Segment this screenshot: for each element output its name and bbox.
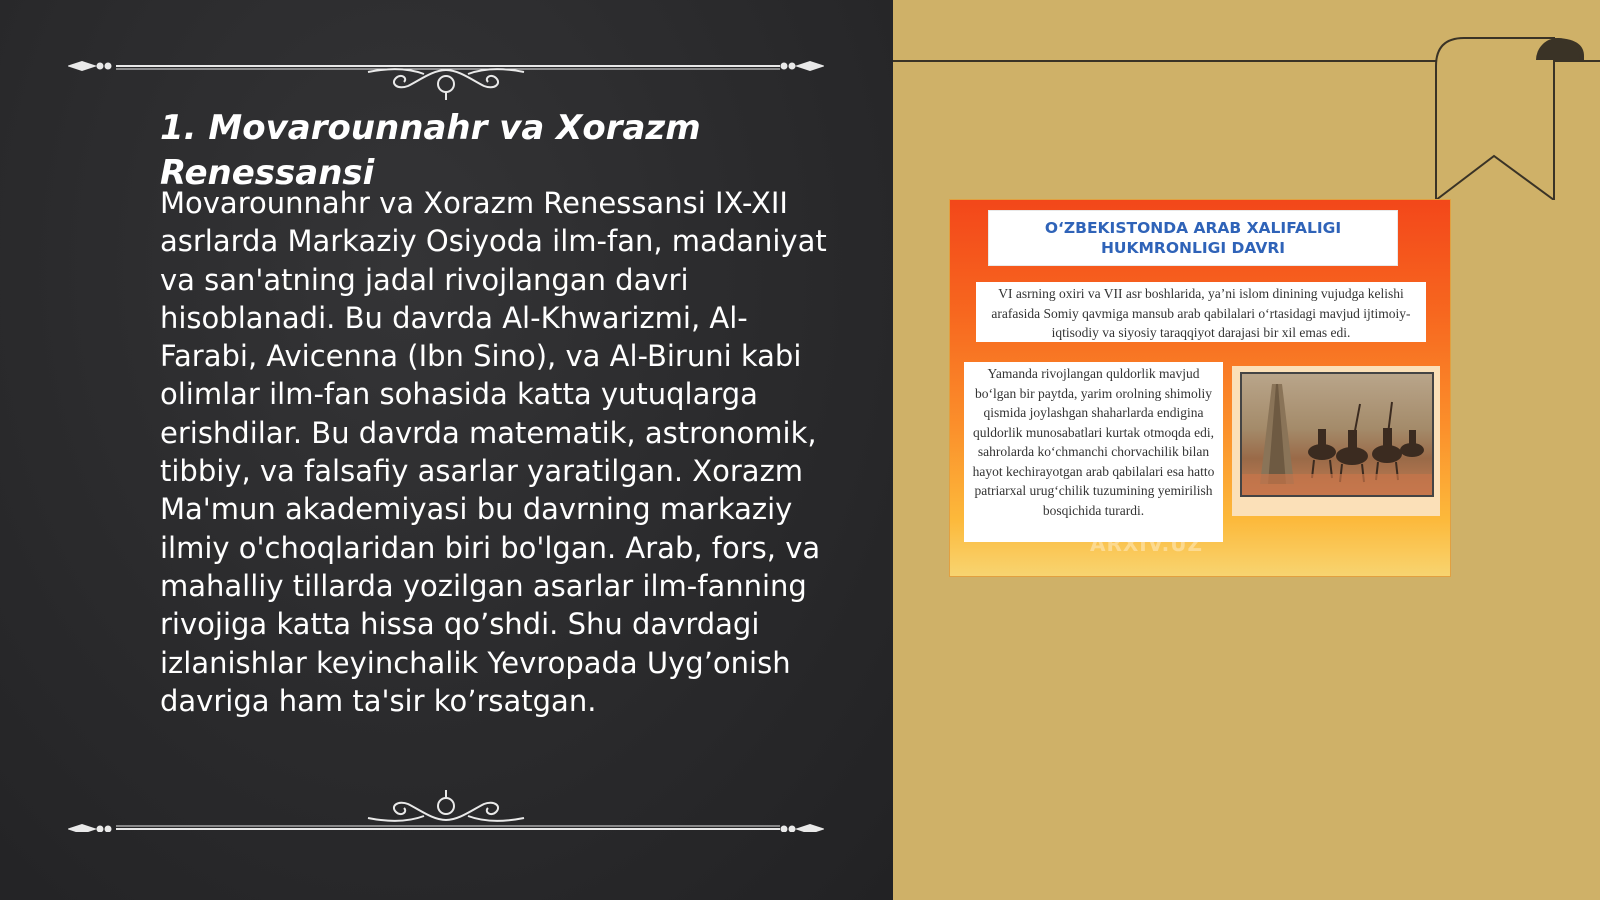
riders-drawing: [1242, 374, 1432, 495]
top-scroll-ornament: [68, 40, 824, 100]
bottom-scroll-ornament: [68, 772, 824, 832]
image-heading: O‘ZBEKISTONDA ARAB XALIFALIGI HUKMRONLIGI DAVRI: [988, 210, 1398, 266]
bookmark-ribbon-decoration: [1434, 36, 1600, 200]
image-intro-text: VI asrning oxiri va VII asr boshlarida, ya’ni islom dinining vujudga kelishi arafasida Somiy qavmiga mansub arab qabilalari o‘rtasidagi mavjud ijtimoiy-iqtisodiy va siyosiy taraqqiyot darajasi bir xil emas edi.: [976, 282, 1426, 342]
image-watermark: ARXIV.UZ: [1090, 532, 1203, 556]
slide-body-text: Movarounnahr va Xorazm Renessansi IX-XII asrlarda Markaziy Osiyoda ilm-fan, madaniyat va san'atning jadal rivojlangan davri hisoblanadi. Bu davrda Al-Khwarizmi, Al-Farabi, Avicenna (Ibn Sino), va Al-Biruni kabi olimlar ilm-fan sohasida katta yutuqlarga erishdilar. Bu davrda matematik, astronomik, tibbiy, va falsafiy asarlar yaratilgan. Xorazm Ma'mun akademiyasi bu davrning markaziy ilmiy o'choqlaridan biri bo'lgan. Arab, fors, va mahalliy tillarda yozilgan asarlar ilm-fanning rivojiga katta hissa qo’shdi. Shu davrdagi izlanishlar keyinchalik Yevropada Uyg’onish davriga ham ta'sir ko’rsatgan.: [160, 186, 827, 718]
image-side-text: Yamanda rivojlangan quldorlik mavjud bo‘lgan bir paytda, yarim orolning shimoliy qismida joylashgan shaharlarda endigina quldorlik munosabatlari kurtak otmoqda edi, sahrolarda ko‘chmanchi chorvachilik bilan hayot kechirayotgan arab qabilalari esa hatto patriarxal urug‘chilik tuzumining yemirilish bosqichida turardi.: [964, 362, 1223, 542]
embedded-history-image: [950, 200, 1450, 576]
slide-title: 1. Movarounnahr va Xorazm Renessansi: [160, 108, 701, 193]
arab-riders-illustration: [1240, 372, 1434, 497]
